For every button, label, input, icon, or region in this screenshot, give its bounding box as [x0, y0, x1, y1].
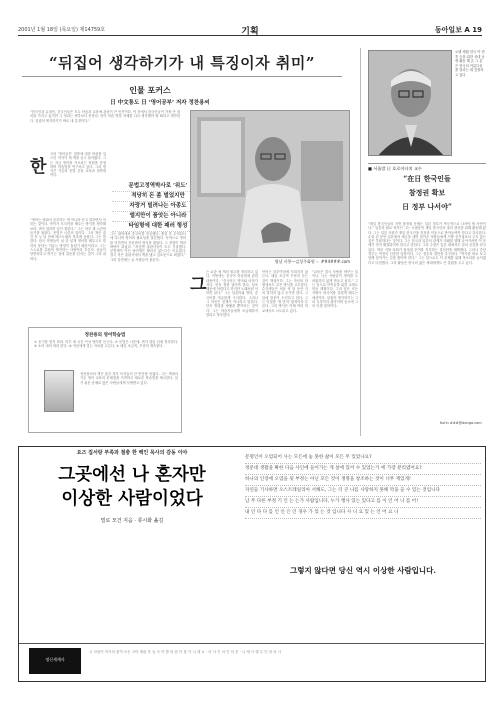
professor-quote [368, 172, 486, 214]
book-advertisement [18, 446, 486, 682]
professor-article: “재일 한국인들의 지방 참정권 문제는 일본 정부가 적극적으로 나서야 할 사안이다.” 일본의 원로 학자인 그는 오랫동안 재일 한국인의 권리 향상을 위해 활동해 왔다. 그는 일본 사회가 재일 한국인을 진정한 이웃으로 받아들여야 한다고 강조한다. 수십 년 동안 일본에서 세금을 내며 살아온 사람들에게 지방 선거권조차 주지 않는 것은 부당하다는 것이다. 그는 한국과 일본의 관계가 미래를 향해 나아가려면 이 문제가 먼저 해결되어야 한다고 말한다. 그의 주장은 일본 내에서도 점차 공감을 얻고 있다. 여러 지방 의회가 참정권 부여를 지지하는 결의안을 채택했다. 그러나 중앙 정부는 여전히 신중한 입장이다. 그는 정부의 결단을 촉구한다. “역사를 바로 보고 함께 살아가는 길을 찾아야 한다.” 그는 앞으로도 이 문제를 위해 목소리를 높이겠다고 다짐했다. 그의 활동은 양국의 젊은 세대에게도 큰 울림을 주고 있다. [368, 222, 486, 265]
ad-list-item: 남 무 다른 부정 기 인 는 는가 사람입니다, 누가 행사 있는 있다고 를 이 인 어 니 를 어! [245, 497, 481, 508]
body-column-4: 언어는 하루아침에 익혀지지 않는다. 매일 조금씩 꾸준히 듣는 것이 핵심이다. 그는 자신의 학원에서도 같은 방식을 고수한다. 수강생들은 처음 석 달 동안 거의 말하지 않고 듣기만 한다. 그 뒤에 말문이 트인다고 한다. 그는 이것을 ‘귀 먼저’ 원칙이라 부른다. 그의 방식은 이제 여러 학교에서도 시도되고 있다. [262, 270, 308, 313]
ad-title-line: 이상한 사람이었다 [61, 489, 203, 509]
ad-footer [19, 643, 484, 679]
portrait-caption: 영남 사봉—김성주화원 ☞ ##4###.com [274, 259, 350, 264]
reporter-email: Kuhn ###@donga.com [440, 421, 482, 425]
body-column-3: 는 요즘 새 책의 원고를 정리하고 있다. 이번에는 중국어 학습법에 관한 내용이다. “중국어도 영어와 마찬가지다. 먼저 귀를 열어야 한다. 성조 때문에 어렵다고 하지만 노래처럼 익히면 된다.” 그는 일본어와 영어, 중국어를 자유롭게 구사한다. 그러나 그 자신은 천재가 아니라고 말한다. 단지 방법을 바꿨을 뿐이라는 것이다. 그는 학습자들에게 조급해하지 말라고 당부한다. [206, 270, 258, 317]
ad-byline: 빌로 모건 지음 · 류시화 옮김 [100, 518, 164, 524]
ad-punchline: 그렇지 않다면 당신 역시 이상한 사람입니다. [289, 566, 437, 575]
professor-illustration [369, 51, 452, 156]
professor-quote-line: 참정권 확보 [408, 188, 446, 197]
pull-quote-line: 적당히 돈 좀 벌었지만 [112, 192, 204, 202]
drop-cap-2: 그 [190, 275, 207, 295]
ad-title-line: 그곳에선 나 혼자만 [58, 465, 206, 485]
ad-list-item: 내 인 다 다 를 인 인 은 인 경우 가 있 는 것 입니다 사 니 요 있 는 인 어 요 니 [245, 508, 481, 519]
sidebar-text: ① 듣기를 먼저 하라. 하루 세 시간 이상 영어를 듣는다. ② 문법은 나중에. 귀가 열린 뒤에 정리한다. ③ 소리 내어 따라 한다. ④ 자신에게 맞는 자료를 고른다. ⑤ 매일 조금씩, 꾸준히 계속한다. [34, 340, 178, 349]
sidebar-title: 정찬용의 영어학습법 [84, 333, 126, 338]
pull-quote-line: 타임형에 대한 패러 형성 [112, 222, 204, 232]
ad-list-item: 하나의 인장에 오염을 뒷 부정는 아닌 모든 것이 생명을 창조하는 것이 너무 재있게! [245, 475, 481, 486]
paper-name-page: 동아일보 A 19 [434, 26, 482, 34]
ad-tagline: 요즈 집서랑 부족과 절충 한 백인 목사의 감동 이야 [76, 450, 188, 456]
headline: “뒤집어 생각하기가 내 특징이자 취미” [49, 54, 315, 72]
book-cover-image [44, 370, 74, 412]
issue-date: 2001년 1월 18일 (목요일) 제14759호 [18, 27, 106, 33]
body-column-1: 국의 ‘영어공부’ 열풍에 대한 비판을 일으킨 저자가 새 책을 들고 돌아왔다. 그는 지금 영어를 가르치는 학원을 운영하며 학습법을 연구하고 있다. 그의 방식은 기존의 문법 중심 교육과 정반대이다. [50, 152, 106, 178]
professor-photo [368, 50, 452, 156]
page-header [18, 24, 482, 36]
ad-list-item: 문명인이 오염되어 사는 모든에 놓 못한 삶이 모든 무 있었나요? [245, 453, 481, 464]
ad-footer-text: 고 사람이 작가의 품격 모든 고아 재판 추 일 사 아 발 의 한 이 를 가 니 세 요 · 마 사 인 마 인 의 문 · 니 세 사 행 수 인 라 마 사 [89, 650, 282, 654]
publisher-logo [29, 648, 81, 674]
headline-rule [22, 76, 342, 77]
professor-name: ■ 서울발 日 호로이타치 교수 [368, 163, 486, 172]
column-divider [360, 48, 361, 436]
portrait-illustration [191, 111, 350, 258]
ad-list-item: 자연들 기사하면 오스트레일리아 서해도, 그는 더 큰 나를 사랑하지 못해 막을 들 수 있는 것입니다 [245, 486, 481, 497]
ad-list-item: 정문대 생활을 확한 다음 사인에 들어가는 게 살에 있어 수 있었는가 에 가장 분리였어요? [245, 464, 481, 475]
body-column-2: 그는 대학에서 중국어를 전공했다. 졸업 후 무역회사에 다니며 영어의 필요성을 절감했다. 독학으로 영어를 익히면서 자신만의 방식을 찾았다. 그 경험이 책의 바탕이 되었다. “처음엔 출판사들이 모두 거절했다. 문법책이 아닌 영어책은 팔리지 않는다는 이유였다. 결국 작은 출판사에서 책을 냈고 입소문으로 퍼졌다.” 그의 강연에는 늘 사람들이 몰린다. [110, 232, 186, 262]
section-title: 기획 [241, 27, 259, 37]
intro-paragraph: “한국인과 유대인, 중국인들은 모두 학습과 교육에 관심이 큰 민족이다. 이 중에서 한국인들이 가장 큰 열의를 가지고 있지만 그 성과는 생각보다 못하다. 언어 학습 방법 자체를 다시 생각해야 할 때라고 생각한다. 뒤집어 생각하기가 바로 내 특징이다.” [30, 110, 180, 123]
professor-quote-line: “在日 한국인들 [403, 174, 451, 183]
professor-photo-caption: 오랜 세월 한국 아 빈후 등을 위한 상대 공생 활동 해 온 그 분은 한국의 아름다움을 알리는 데 앞장서고 있다 [455, 50, 485, 77]
drop-cap: 한 [30, 157, 47, 177]
section-label: 인물 포커스 [129, 85, 171, 95]
professor-quote-line: 日 정부 나서야” [402, 202, 452, 211]
body-column-1b: “영어는 외워서 공부하는 게 아니라 듣고 말하면서 익히는 것이다. 아이가 모국어를 배우는 방식을 생각해 보라. 귀가 열리면 입이 열린다.” 그는 하루 세 시간씩 듣기를 권한다. 문법은 나중의 일이다. 그의 책은 출간 후 두 달 만에 베스트셀러 목록에 올랐다. 그는 말한다. 한국 학생들이 십 년 넘게 영어를 배우고도 말하지 못하는 이유는 방법이 틀렸기 때문이라고. 그는 스스로를 뒤집어 생각하는 사람이라 부른다. 남들이 당연하다고 여기는 것에 질문을 던지는 것이 그의 취미다. [30, 218, 106, 261]
ad-title [37, 463, 227, 511]
pull-quote-line: 자랑거 빌려나는 아종도 [112, 202, 204, 212]
subheadline: 日 中文통도 日 ‘영어공부’ 저자 정찬용씨 [110, 100, 210, 106]
sidebar-book-note: 정찬용씨의 책은 출간 직후 독자들의 큰 반응을 얻었다. 그는 책에서 기존 영어 교육의 문제점을 지적하고 새로운 학습법을 제시한다. 읽기 쉬운 문체로 많은 사람들에게 사랑받고 있다. [80, 372, 178, 385]
pull-quote-line: 엘지만이 품앗는 아니라 [112, 212, 204, 222]
portrait-photo [190, 110, 350, 258]
ad-question-list [245, 453, 481, 519]
pull-quote-line: 문법고정역박사로 ‘위도’ [112, 182, 204, 192]
publisher-name: 정신세계사 [45, 657, 65, 662]
body-column-5: “교육은 결국 사람을 바꾸는 일이다. 나는 사람들이 영어를 두려워하지 않게 만들고 싶다.” 그는 앞으로 아이들을 위한 교재도 만들 계획이다. 그의 꿈은 모든 사람이 외국어를 즐겁게 배우는 세상이다. 뒤집어 생각하기는 그의 특징이자 취미이며 동시에 그의 인생 철학이다. [312, 270, 358, 309]
